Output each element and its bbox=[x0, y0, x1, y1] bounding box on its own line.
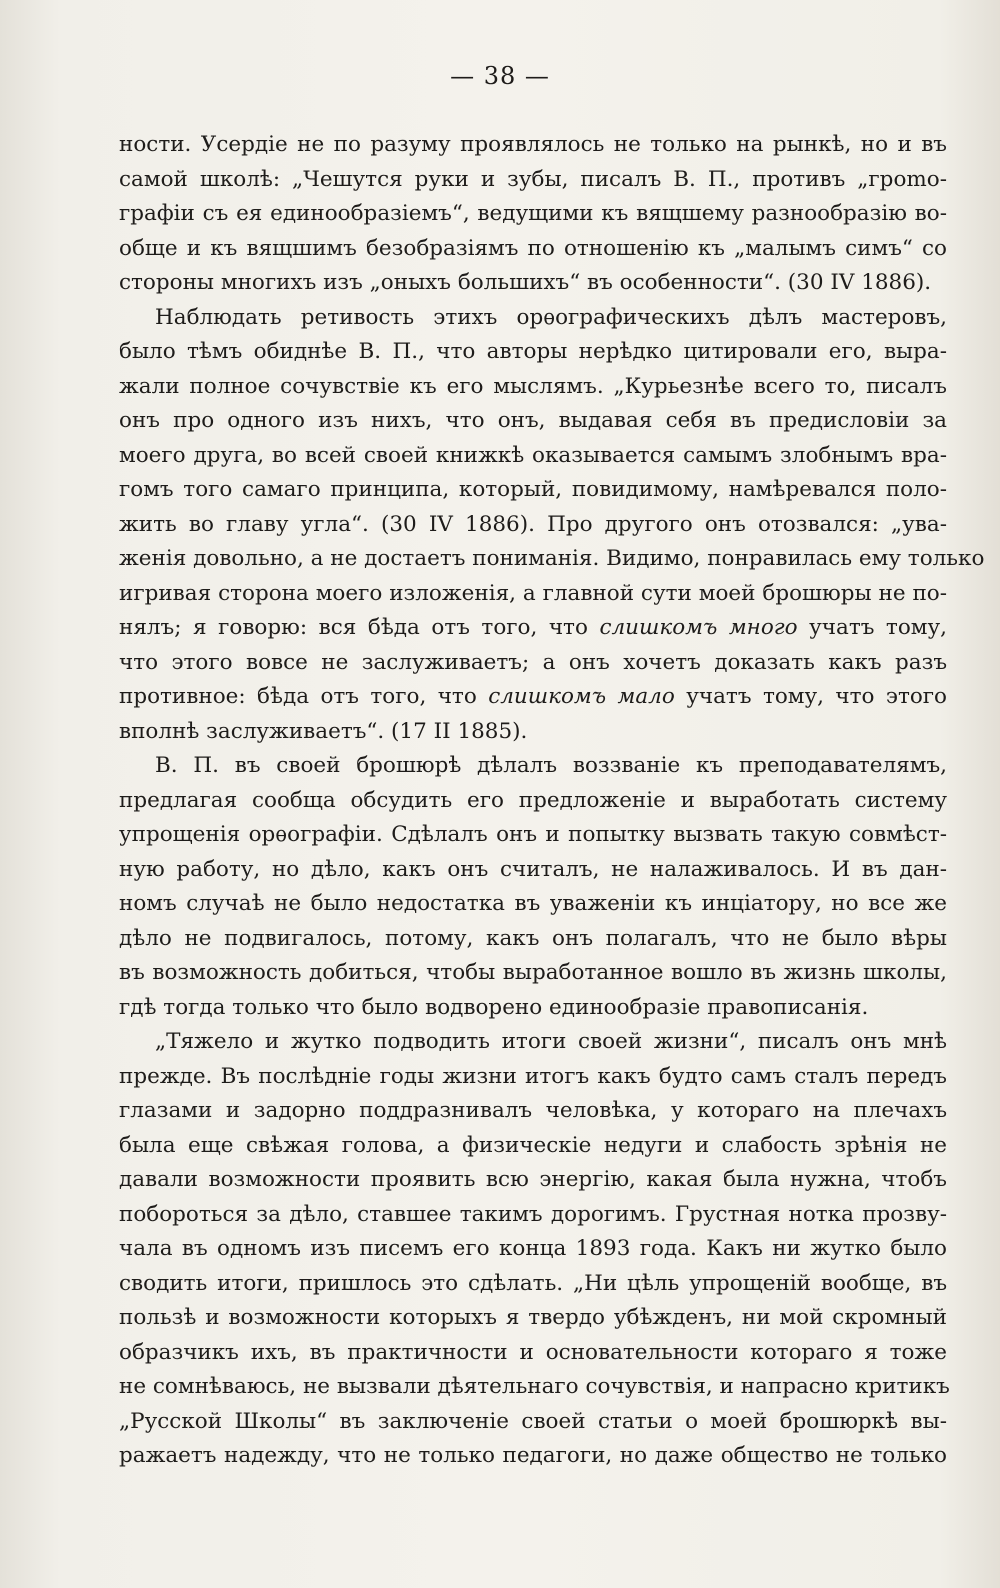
text-line: стороны многихъ изъ „оныхъ большихъ“ въ особенности“. (30 IV 1886). bbox=[119, 270, 932, 295]
text-line: въ возможность добиться, чтобы выработанное вошло въ жизнь школы, bbox=[119, 960, 947, 985]
text-line: „Русской Школы“ въ заключеніе своей статьи о моей брошюркѣ вы- bbox=[119, 1408, 947, 1434]
text-line: дѣло не подвигалось, потому, какъ онъ полагалъ, что не было вѣры bbox=[119, 925, 947, 951]
text-line: чала въ одномъ изъ писемъ его конца 1893 года. Какъ ни жутко было bbox=[119, 1236, 947, 1261]
text-line: побороться за дѣло, ставшее такимъ дорогимъ. Грустная нотка прозву- bbox=[119, 1201, 947, 1227]
text-line: вполнѣ заслуживаетъ“. (17 II 1885). bbox=[119, 718, 528, 744]
emphasized-phrase: слишкомъ много bbox=[599, 615, 798, 640]
paragraph-first-line: В. П. въ своей брошюрѣ дѣлалъ воззваніе къ преподавателямъ, bbox=[155, 753, 947, 778]
text-line: давали возможности проявить всю энергію, какая была нужна, чтобъ bbox=[119, 1167, 947, 1192]
text-line: не сомнѣваюсь, не вызвали дѣятельнаго сочувствія, и напрасно критикъ bbox=[119, 1374, 950, 1399]
text-line: онъ про одного изъ нихъ, что онъ, выдавая себя въ предисловіи за bbox=[119, 408, 947, 433]
text-line: упрощенія орѳографіи. Сдѣлалъ онъ и попытку вызвать такую совмѣст- bbox=[119, 822, 947, 847]
text-line: нялъ; я говорю: вся бѣда отъ того, что слишкомъ много учатъ тому, bbox=[119, 615, 947, 640]
text-line: гдѣ тогда только что было водворено единообразіе правописанія. bbox=[119, 994, 869, 1020]
paragraph-first-line: Наблюдать ретивость этихъ орѳографическихъ дѣлъ мастеровъ, bbox=[155, 304, 947, 330]
text-line: жали полное сочувствіе къ его мыслямъ. „Курьезнѣе всего то, писалъ bbox=[119, 373, 947, 399]
text-line: самой школѣ: „Чешутся руки и зубы, писалъ В. П., противъ „гроmо- bbox=[119, 166, 947, 192]
text-line: гомъ того самаго принципа, который, повидимому, намѣревался поло- bbox=[119, 477, 947, 502]
text-line: что этого вовсе не заслуживаетъ; а онъ хочетъ доказать какъ разъ bbox=[119, 649, 947, 675]
text-line: прежде. Въ послѣдніе годы жизни итогъ какъ будто самъ сталъ передъ bbox=[119, 1063, 947, 1089]
text-line: пользѣ и возможности которыхъ я твердо убѣжденъ, ни мой скромный bbox=[119, 1305, 947, 1330]
text-line: образчикъ ихъ, въ практичности и основательности котораго я тоже bbox=[119, 1339, 947, 1365]
text-line: было тѣмъ обиднѣе В. П., что авторы нерѣдко цитировали его, выра- bbox=[119, 339, 947, 364]
text-line: моего друга, во всей своей книжкѣ оказывается самымъ злобнымъ вра- bbox=[119, 442, 947, 468]
text-line: ражаетъ надежду, что не только педагоги, но даже общество не только bbox=[119, 1443, 947, 1468]
text-line: глазами и задорно поддразнивалъ человѣка, у котораго на плечахъ bbox=[119, 1098, 947, 1123]
text-line: женія довольно, а не достаетъ пониманія. Видимо, понравилась ему только bbox=[119, 546, 985, 571]
text-line: жить во главу угла“. (30 IV 1886). Про другого онъ отозвался: „ува- bbox=[119, 511, 947, 537]
text-line: графіи съ ея единообразіемъ“, ведущими къ вящшему разнообразію во- bbox=[119, 201, 947, 226]
text-line: сводить итоги, пришлось это сдѣлать. „Ни цѣль упрощеній вообще, въ bbox=[119, 1270, 947, 1296]
text-line: противное: бѣда отъ того, что слишкомъ мало учатъ тому, что этого bbox=[119, 684, 947, 709]
text-line: номъ случаѣ не было недостатка въ уваженіи къ инціатору, но все же bbox=[119, 891, 947, 916]
body-text bbox=[119, 128, 985, 1474]
page-number: — 38 — bbox=[450, 62, 550, 90]
text-line: была еще свѣжая голова, а физическіе недуги и слабость зрѣнія не bbox=[119, 1132, 947, 1158]
text-line: игривая сторона моего изложенія, а главной сути моей брошюры не по- bbox=[119, 580, 947, 606]
emphasized-phrase: слишкомъ мало bbox=[488, 684, 675, 709]
paragraph-first-line: „Тяжело и жутко подводить итоги своей жизни“, писалъ онъ мнѣ bbox=[155, 1029, 947, 1054]
text-line: ную работу, но дѣло, какъ онъ считалъ, не налаживалось. И въ дан- bbox=[119, 856, 947, 882]
text-line: ности. Усердіе не по разуму проявлялось не только на рынкѣ, но и въ bbox=[119, 132, 947, 157]
text-line: обще и къ вящшимъ безобразіямъ по отношенію къ „малымъ симъ“ со bbox=[119, 235, 947, 261]
text-line: предлагая сообща обсудить его предложеніе и выработать систему bbox=[119, 787, 947, 813]
